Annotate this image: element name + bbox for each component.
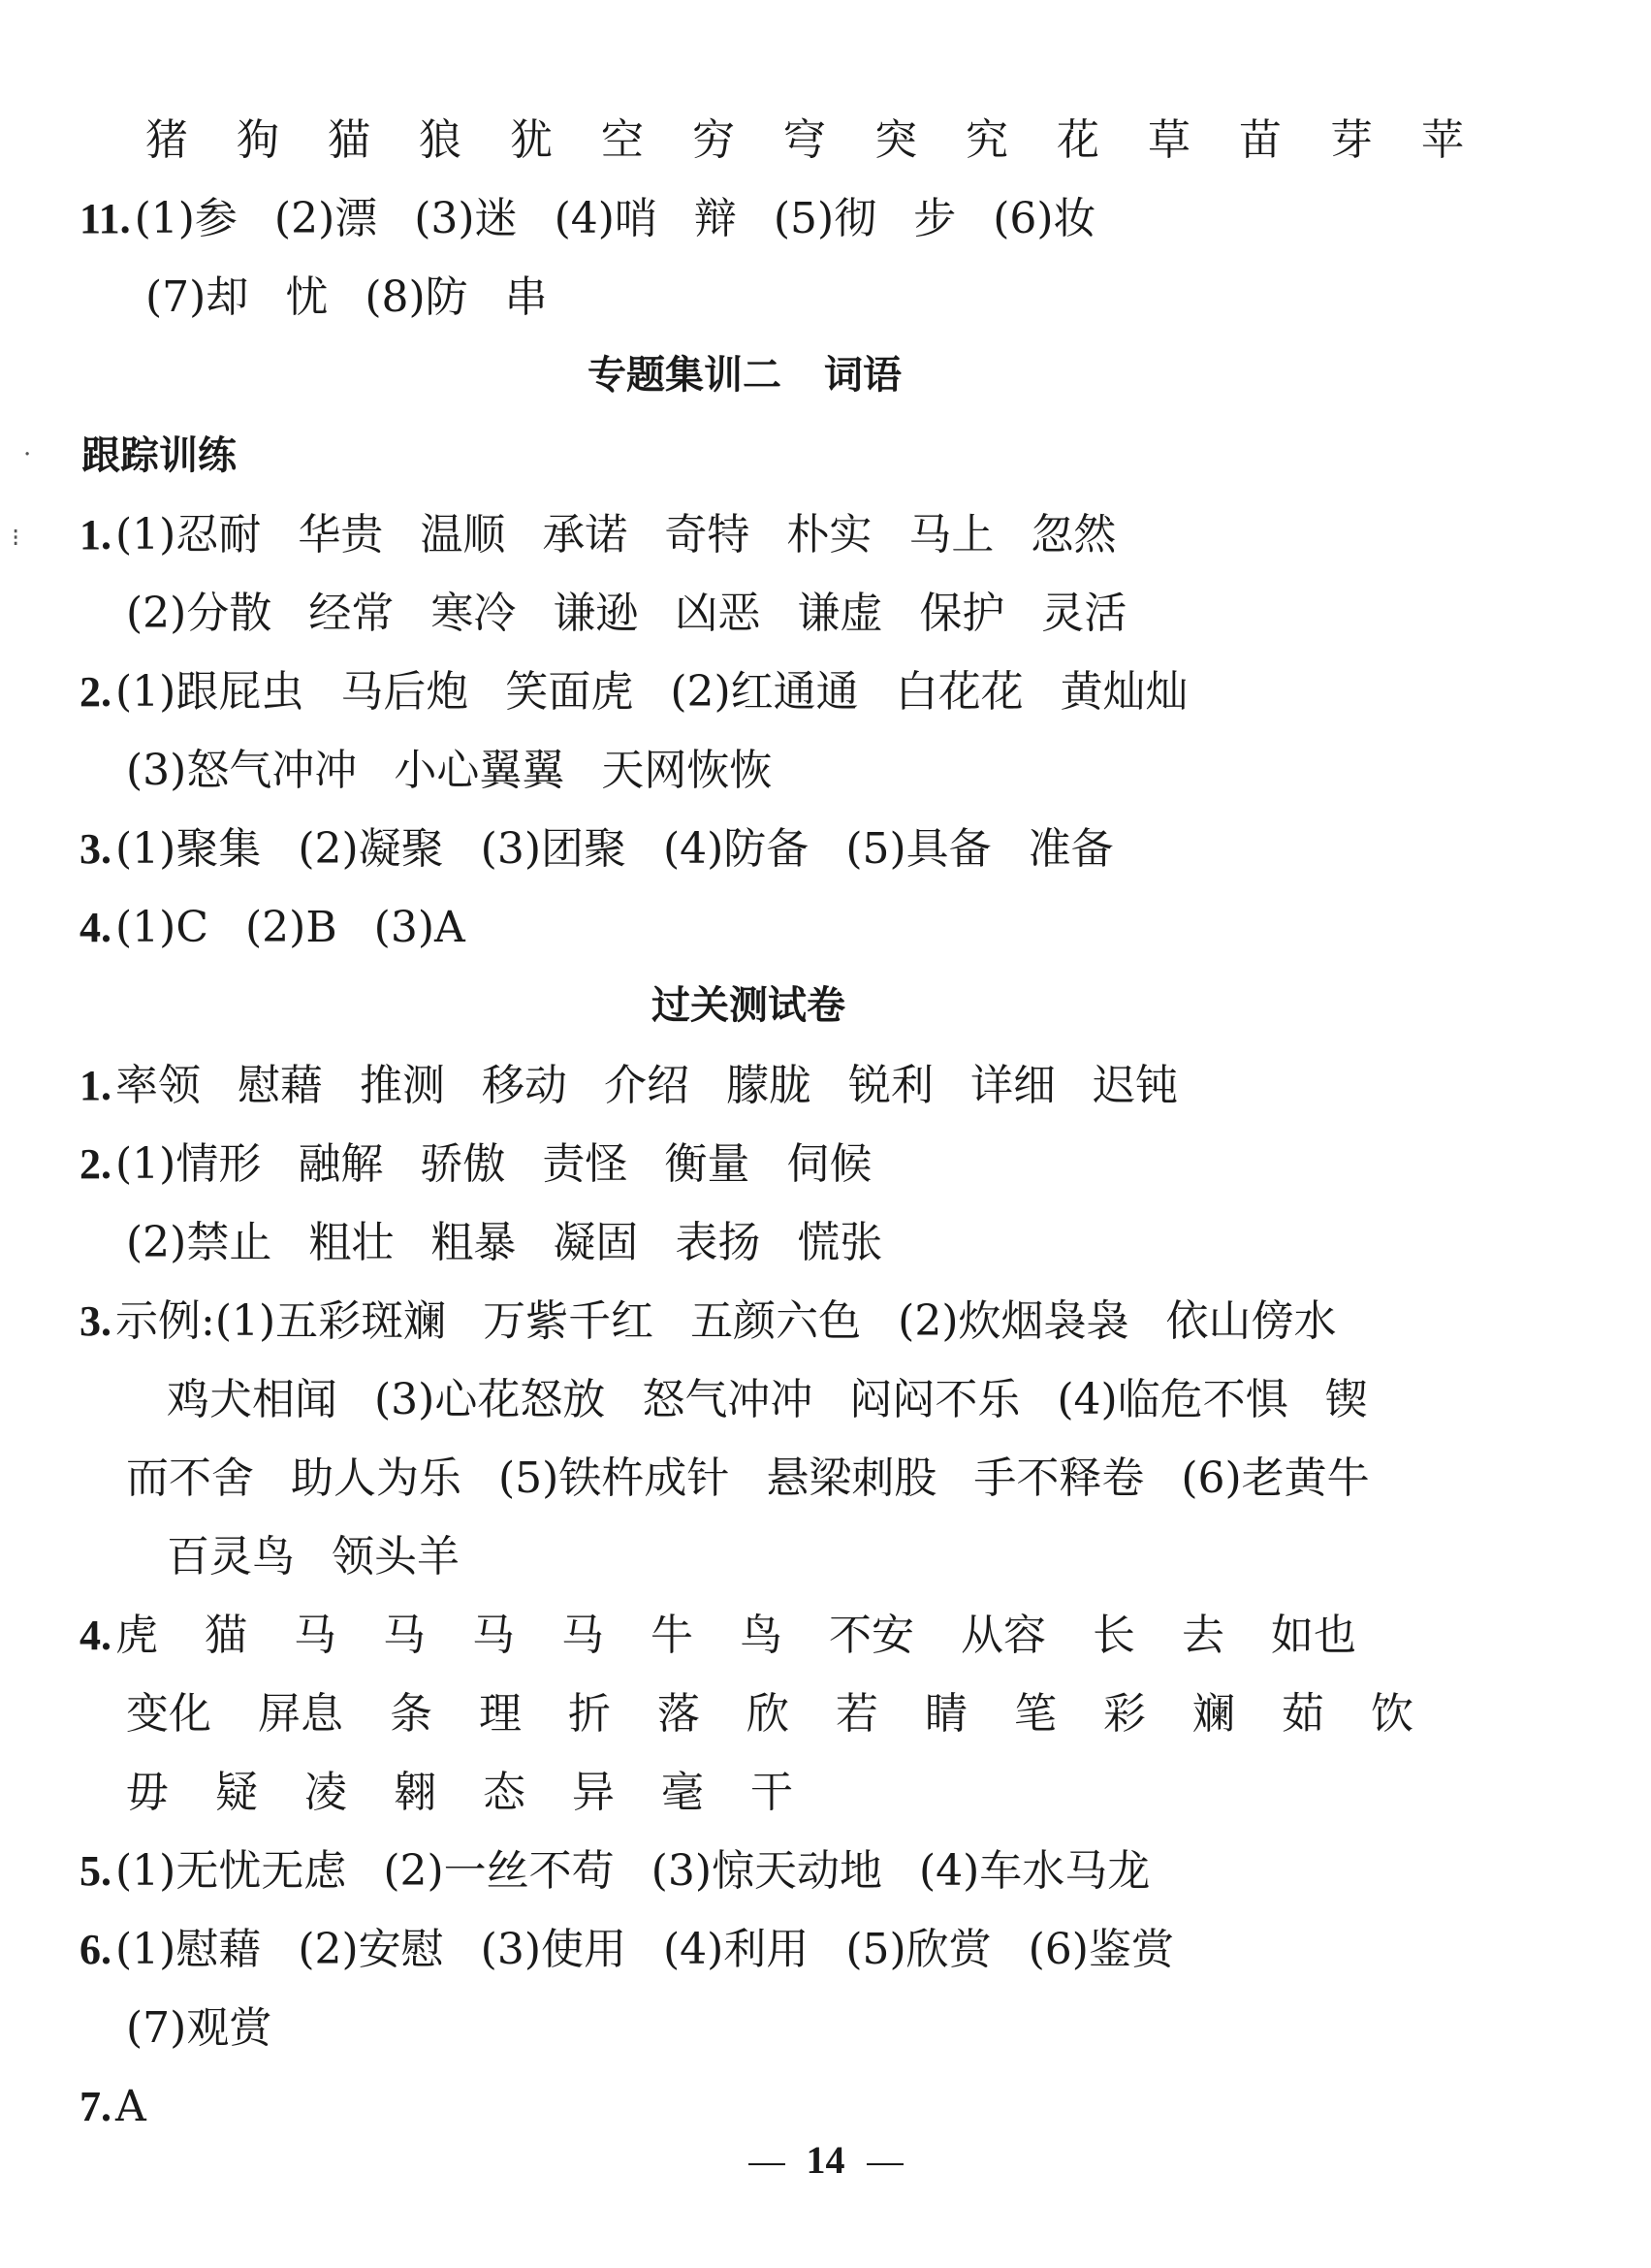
answer-token: 迟钝 <box>1093 1061 1178 1110</box>
answer-token: 而不舍 <box>126 1453 254 1503</box>
answer-token: 专题集训二 <box>587 353 781 398</box>
answer-token: 粗暴 <box>430 1218 517 1267</box>
answer-token: 词语 <box>824 353 902 398</box>
answer-token: 虎 <box>115 1611 158 1660</box>
answer-token: 彩 <box>1103 1689 1146 1739</box>
footer-dash-left <box>748 2163 785 2165</box>
answer-token: (1)聚集 <box>115 824 262 874</box>
answer-token: 马上 <box>908 510 995 559</box>
answer-token: (2)一丝不苟 <box>383 1846 615 1896</box>
answer-3 <box>79 824 1114 874</box>
answer-4 <box>79 903 465 952</box>
answer-token: (4)防备 <box>662 824 810 874</box>
item-number: 11. <box>79 195 131 242</box>
answer-token: 苗 <box>1239 115 1282 165</box>
answer-token: 温顺 <box>420 510 506 559</box>
answer-1-cont <box>126 589 1127 638</box>
answer-token: (5)彻 <box>773 194 877 243</box>
answer-token: 长 <box>1093 1611 1135 1660</box>
answer-token: 疑 <box>215 1768 258 1817</box>
answer-token: 不安 <box>829 1611 914 1660</box>
answer-token: A <box>115 2082 146 2131</box>
answer-token: 伺候 <box>786 1139 873 1189</box>
answer-token: 异 <box>572 1768 615 1817</box>
answer-token: 苹 <box>1421 115 1464 165</box>
footer-dash-right <box>867 2163 904 2165</box>
answer-token: 步 <box>913 194 957 243</box>
answer-2-cont <box>126 746 773 795</box>
line-11-cont <box>145 272 548 322</box>
answer-token: 若 <box>836 1689 878 1739</box>
answer-token: 白花花 <box>895 667 1024 717</box>
answer-token: 猫 <box>205 1611 247 1660</box>
answer-token: 猫 <box>328 115 370 165</box>
answer-token: 怒气冲冲 <box>642 1375 813 1424</box>
item-number: 1. <box>79 511 111 559</box>
item-number: 2. <box>79 668 111 716</box>
answer-token: 穹 <box>783 115 826 165</box>
answer-token: 犹 <box>510 115 553 165</box>
answer-token: 凌 <box>304 1768 347 1817</box>
answer-token: 详细 <box>970 1061 1056 1110</box>
answer-token: 折 <box>568 1689 611 1739</box>
answer-token: 草 <box>1148 115 1191 165</box>
answer-token: (3)A <box>373 903 465 952</box>
answer-token: (2)凝聚 <box>298 824 444 874</box>
item-number: 3. <box>79 1297 111 1345</box>
test-answer-6-cont <box>126 2003 272 2053</box>
answer-token: 花 <box>1057 115 1099 165</box>
answer-token: 串 <box>504 272 548 322</box>
answer-token: (4)车水马龙 <box>918 1846 1151 1896</box>
answer-token: (3)心花怒放 <box>374 1375 606 1424</box>
answer-token: (2)炊烟袅袅 <box>898 1296 1129 1346</box>
answer-token: (5)具备 <box>845 824 992 874</box>
answer-token: 承诺 <box>542 510 628 559</box>
answer-token: 辩 <box>693 194 737 243</box>
answer-token: (5)铁杵成针 <box>498 1453 730 1503</box>
answer-token: 突 <box>874 115 917 165</box>
answer-token: (7)观赏 <box>126 2003 272 2053</box>
test-answer-4-cont-2 <box>126 1768 840 1817</box>
answer-token: 条 <box>390 1689 432 1739</box>
answer-token: 毫 <box>661 1768 704 1817</box>
answer-token: (1)情形 <box>115 1139 262 1189</box>
answer-token: 小心翼翼 <box>394 746 565 795</box>
answer-token: 朴实 <box>786 510 873 559</box>
test-answer-3-cont-3 <box>167 1532 460 1581</box>
answer-token: 责怪 <box>542 1139 628 1189</box>
test-answer-2 <box>79 1139 873 1189</box>
answer-token: 悬梁刺股 <box>766 1453 937 1503</box>
answer-token: 领头羊 <box>332 1532 460 1581</box>
answer-token: 笔 <box>1014 1689 1057 1739</box>
answer-token: 朦胧 <box>726 1061 811 1110</box>
answer-token: 衡量 <box>664 1139 750 1189</box>
answer-token: (2)红通通 <box>670 667 859 717</box>
answer-token: 如也 <box>1271 1611 1356 1660</box>
answer-token: (8)防 <box>365 272 468 322</box>
answer-token: 凶恶 <box>675 589 761 638</box>
answer-token: 率领 <box>115 1061 201 1110</box>
answer-token: 去 <box>1182 1611 1224 1660</box>
answer-token: (3)使用 <box>480 1925 626 1974</box>
test-heading: 过关测试卷 <box>651 983 845 1028</box>
answer-token: (1)忍耐 <box>115 510 262 559</box>
answer-token: 依山傍水 <box>1165 1296 1337 1346</box>
answer-token: 五颜六色 <box>690 1296 862 1346</box>
margin-dot: · <box>23 440 32 469</box>
test-answer-3 <box>79 1296 1337 1346</box>
answer-token: 锐利 <box>848 1061 934 1110</box>
answer-token: (5)欣赏 <box>845 1925 992 1974</box>
item-number: 2. <box>79 1140 111 1188</box>
test-answer-4-cont-1 <box>126 1689 1460 1739</box>
answer-token: 忧 <box>285 272 329 322</box>
answer-token: 灵活 <box>1041 589 1127 638</box>
answer-token: 欣 <box>746 1689 789 1739</box>
answer-token: 牛 <box>651 1611 693 1660</box>
answer-token: 毋 <box>126 1768 169 1817</box>
answer-token: 百灵鸟 <box>167 1532 295 1581</box>
answer-token: (1)慰藉 <box>115 1925 262 1974</box>
item-number: 7. <box>79 2083 111 2130</box>
answer-token: (4)哨 <box>554 194 657 243</box>
answer-token: 准备 <box>1028 824 1114 874</box>
answer-token: (7)却 <box>145 272 249 322</box>
answer-token: 鸡犬相闻 <box>167 1375 337 1424</box>
answer-token: 助人为乐 <box>291 1453 461 1503</box>
margin-marks: ⁝ <box>12 524 20 553</box>
answer-token: 从容 <box>961 1611 1046 1660</box>
answer-token: 屏息 <box>258 1689 343 1739</box>
answer-token: (3)怒气冲冲 <box>126 746 358 795</box>
test-answer-3-cont-2 <box>126 1453 1370 1503</box>
answer-token: 示例:(1)五彩斑斓 <box>115 1296 447 1346</box>
answer-token: 天网恢恢 <box>601 746 773 795</box>
answer-token: 理 <box>479 1689 522 1739</box>
page-number: 14 <box>806 2138 845 2182</box>
test-answer-2-cont <box>126 1218 883 1267</box>
answer-token: 究 <box>966 115 1008 165</box>
answer-token: 凝固 <box>553 1218 639 1267</box>
answer-token: (6)鉴赏 <box>1028 1925 1174 1974</box>
answer-token: 饮 <box>1371 1689 1413 1739</box>
answer-token: 芽 <box>1330 115 1373 165</box>
test-answer-4 <box>79 1611 1403 1660</box>
answer-token: 翱 <box>394 1768 436 1817</box>
answer-token: 睛 <box>925 1689 968 1739</box>
answer-token: 谦虚 <box>797 589 883 638</box>
answer-token: 奇特 <box>664 510 750 559</box>
answer-token: 谦逊 <box>553 589 639 638</box>
answer-token: (4)利用 <box>662 1925 810 1974</box>
answer-token: 表扬 <box>675 1218 761 1267</box>
answer-token: 马 <box>383 1611 426 1660</box>
answer-token: 介绍 <box>604 1061 689 1110</box>
answer-token: 空 <box>601 115 644 165</box>
answer-token: 马后炮 <box>340 667 469 717</box>
answer-token: 经常 <box>308 589 395 638</box>
answer-token: (4)临危不惧 <box>1057 1375 1288 1424</box>
answer-token: (6)妆 <box>993 194 1096 243</box>
answer-token: 落 <box>657 1689 700 1739</box>
answer-token: 狗 <box>237 115 279 165</box>
answer-token: (3)团聚 <box>480 824 626 874</box>
answer-token: 马 <box>294 1611 336 1660</box>
answer-token: 骄傲 <box>420 1139 506 1189</box>
answer-token: 推测 <box>360 1061 445 1110</box>
answer-token: (1)无忧无虑 <box>115 1846 347 1896</box>
item-number: 1. <box>79 1062 111 1109</box>
answer-token: 马 <box>561 1611 604 1660</box>
line-11 <box>79 194 1096 243</box>
answer-token: (1)跟屁虫 <box>115 667 304 717</box>
answer-token: 慌张 <box>797 1218 883 1267</box>
answer-token: 移动 <box>482 1061 567 1110</box>
page-footer <box>0 2138 1651 2182</box>
answer-token: (2)安慰 <box>298 1925 444 1974</box>
answer-token: 鸟 <box>740 1611 782 1660</box>
answer-token: 干 <box>750 1768 793 1817</box>
answer-token: (6)老黄牛 <box>1181 1453 1370 1503</box>
test-answer-5 <box>79 1846 1151 1896</box>
answer-token: 黄灿灿 <box>1060 667 1189 717</box>
answer-token: 忽然 <box>1031 510 1117 559</box>
answer-token: 笑面虎 <box>505 667 634 717</box>
item-number: 4. <box>79 1612 111 1659</box>
answer-token: (2)禁止 <box>126 1218 272 1267</box>
subsection-heading: 跟踪训练 <box>81 433 237 478</box>
answer-token: 融解 <box>298 1139 384 1189</box>
answer-token: (3)迷 <box>414 194 518 243</box>
answer-token: 穷 <box>692 115 735 165</box>
answer-2 <box>79 667 1189 717</box>
answer-token: (1)参 <box>134 194 238 243</box>
test-answer-7 <box>79 2082 146 2131</box>
answer-token: 猪 <box>145 115 188 165</box>
answer-token: 华贵 <box>298 510 384 559</box>
item-number: 3. <box>79 825 111 873</box>
item-number: 4. <box>79 904 111 951</box>
answer-token: (3)惊天动地 <box>651 1846 882 1896</box>
answer-token: (1)C <box>115 903 208 952</box>
test-answer-1 <box>79 1061 1178 1110</box>
test-answer-3-cont-1 <box>167 1375 1368 1424</box>
answer-token: 粗壮 <box>308 1218 395 1267</box>
test-answer-6 <box>79 1925 1174 1974</box>
item-number: 6. <box>79 1926 111 1973</box>
answer-token: 变化 <box>126 1689 211 1739</box>
line-0 <box>145 115 1512 165</box>
answer-token: 保护 <box>919 589 1005 638</box>
answer-token: 慰藉 <box>238 1061 323 1110</box>
answer-token: 马 <box>472 1611 515 1660</box>
section-heading <box>587 353 944 398</box>
answer-token: (2)分散 <box>126 589 272 638</box>
item-number: 5. <box>79 1847 111 1895</box>
answer-token: 狼 <box>419 115 461 165</box>
answer-token: (2)B <box>245 903 337 952</box>
answer-token: 态 <box>483 1768 525 1817</box>
answer-token: 手不释卷 <box>973 1453 1145 1503</box>
answer-token: 斓 <box>1192 1689 1235 1739</box>
answer-token: 锲 <box>1324 1375 1368 1424</box>
answer-token: 万紫千红 <box>483 1296 654 1346</box>
answer-token: 闷闷不乐 <box>849 1375 1021 1424</box>
answer-token: (2)漂 <box>273 194 378 243</box>
answer-1 <box>79 510 1117 559</box>
answer-token: 茹 <box>1282 1689 1324 1739</box>
answer-token: 寒冷 <box>430 589 517 638</box>
